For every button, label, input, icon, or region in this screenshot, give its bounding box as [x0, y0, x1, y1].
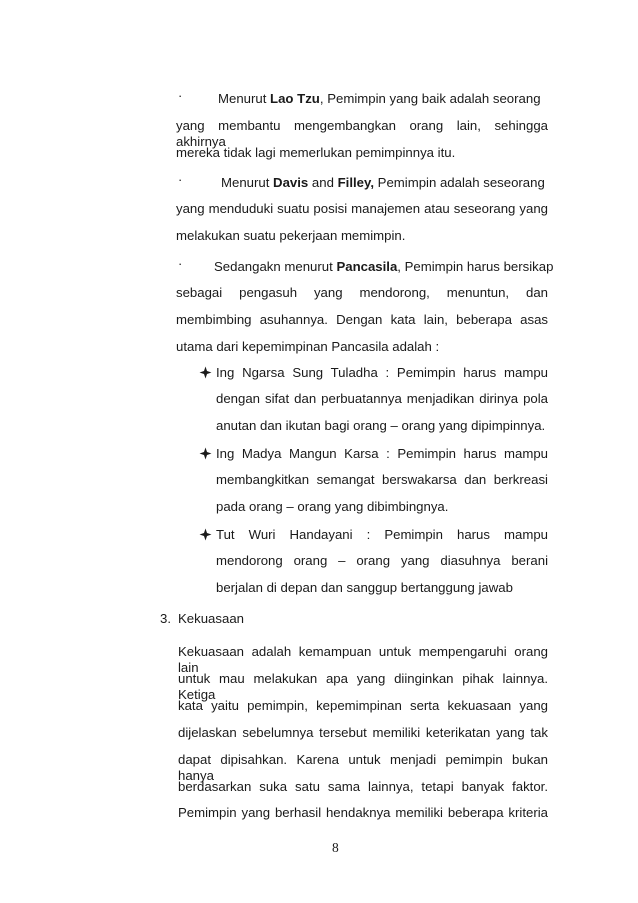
principle-3-line-1: Tut Wuri Handayani : Pemimpin harus mampu — [216, 527, 548, 542]
principle-2-line-2: membangkitkan semangat berswakarsa dan berkreasi — [216, 472, 548, 487]
bullet-2-line-1 — [221, 175, 545, 191]
diamond-bullet-icon — [199, 366, 212, 379]
bullet-3-rest: , Pemimpin harus bersikap — [397, 259, 554, 274]
bullet-2-rest: Pemimpin adalah seseorang — [374, 175, 545, 190]
principle-1-line-3: anutan dan ikutan bagi orang – orang yang dipimpinnya. — [216, 418, 546, 433]
diamond-bullet-icon — [199, 447, 212, 460]
bullet-1-line-1 — [218, 91, 541, 107]
paragraph-line-3: kata yaitu pemimpin, kepemimpinan serta kekuasaan yang — [178, 698, 548, 713]
paragraph-line-4: dijelaskan sebelumnya tersebut memiliki keterikatan yang tak — [178, 725, 548, 740]
bullet-2-author-1: Davis — [273, 175, 309, 190]
bullet-3-lead: Sedangakn menurut — [214, 259, 337, 274]
bullet-3-line-4: utama dari kepemimpinan Pancasila adalah : — [176, 339, 440, 354]
principle-1-line-2: dengan sifat dan perbuatannya menjadikan dirinya pola — [216, 391, 548, 406]
principle-2-line-1: Ing Madya Mangun Karsa : Pemimpin harus mampu — [216, 446, 548, 461]
bullet-3-line-3: membimbing asuhannya. Dengan kata lain, beberapa asas — [176, 312, 548, 327]
bullet-1-author: Lao Tzu — [270, 91, 320, 106]
bullet-3-line-2: sebagai pengasuh yang mendorong, menuntun, dan — [176, 285, 548, 300]
bullet-marker: · — [178, 172, 183, 187]
bullet-2-author-2: Filley, — [337, 175, 374, 190]
bullet-2-line-2: yang menduduki suatu posisi manajemen atau seseorang yang — [176, 201, 548, 216]
bullet-1-rest: , Pemimpin yang baik adalah seorang — [319, 91, 541, 106]
bullet-marker: · — [178, 256, 183, 271]
principle-3-line-3: berjalan di depan dan sanggup bertanggung jawab — [216, 580, 513, 595]
principle-3-line-2: mendorong orang – orang yang diasuhnya berani — [216, 553, 548, 568]
bullet-3-line-1 — [214, 259, 553, 275]
bullet-1-line-3: mereka tidak lagi memerlukan pemimpinnya itu. — [176, 145, 456, 160]
bullet-3-term: Pancasila — [336, 259, 398, 274]
section-number: 3. — [160, 611, 171, 626]
paragraph-line-5: dapat dipisahkan. Karena untuk menjadi pemimpin bukan hanya — [178, 752, 548, 783]
section-title: Kekuasaan — [178, 611, 244, 626]
principle-1-line-1: Ing Ngarsa Sung Tuladha : Pemimpin harus mampu — [216, 365, 548, 380]
paragraph-line-1: Kekuasaan adalah kemampuan untuk mempengaruhi orang lain — [178, 644, 548, 675]
bullet-marker: · — [178, 88, 183, 103]
bullet-2-and: and — [308, 175, 338, 190]
diamond-bullet-icon — [199, 528, 212, 541]
bullet-1-line-2: yang membantu mengembangkan orang lain, sehingga akhirnya — [176, 118, 548, 149]
bullet-2-line-3: melakukan suatu pekerjaan memimpin. — [176, 228, 406, 243]
principle-2-line-3: pada orang – orang yang dibimbingnya. — [216, 499, 449, 514]
bullet-2-lead: Menurut — [221, 175, 274, 190]
paragraph-line-6: berdasarkan suka satu sama lainnya, tetapi banyak faktor. — [178, 779, 548, 794]
page-number: 8 — [332, 840, 339, 855]
bullet-1-lead: Menurut — [218, 91, 271, 106]
paragraph-line-7: Pemimpin yang berhasil hendaknya memiliki beberapa kriteria — [178, 805, 548, 820]
paragraph-line-2: untuk mau melakukan apa yang diinginkan pihak lainnya. Ketiga — [178, 671, 548, 702]
